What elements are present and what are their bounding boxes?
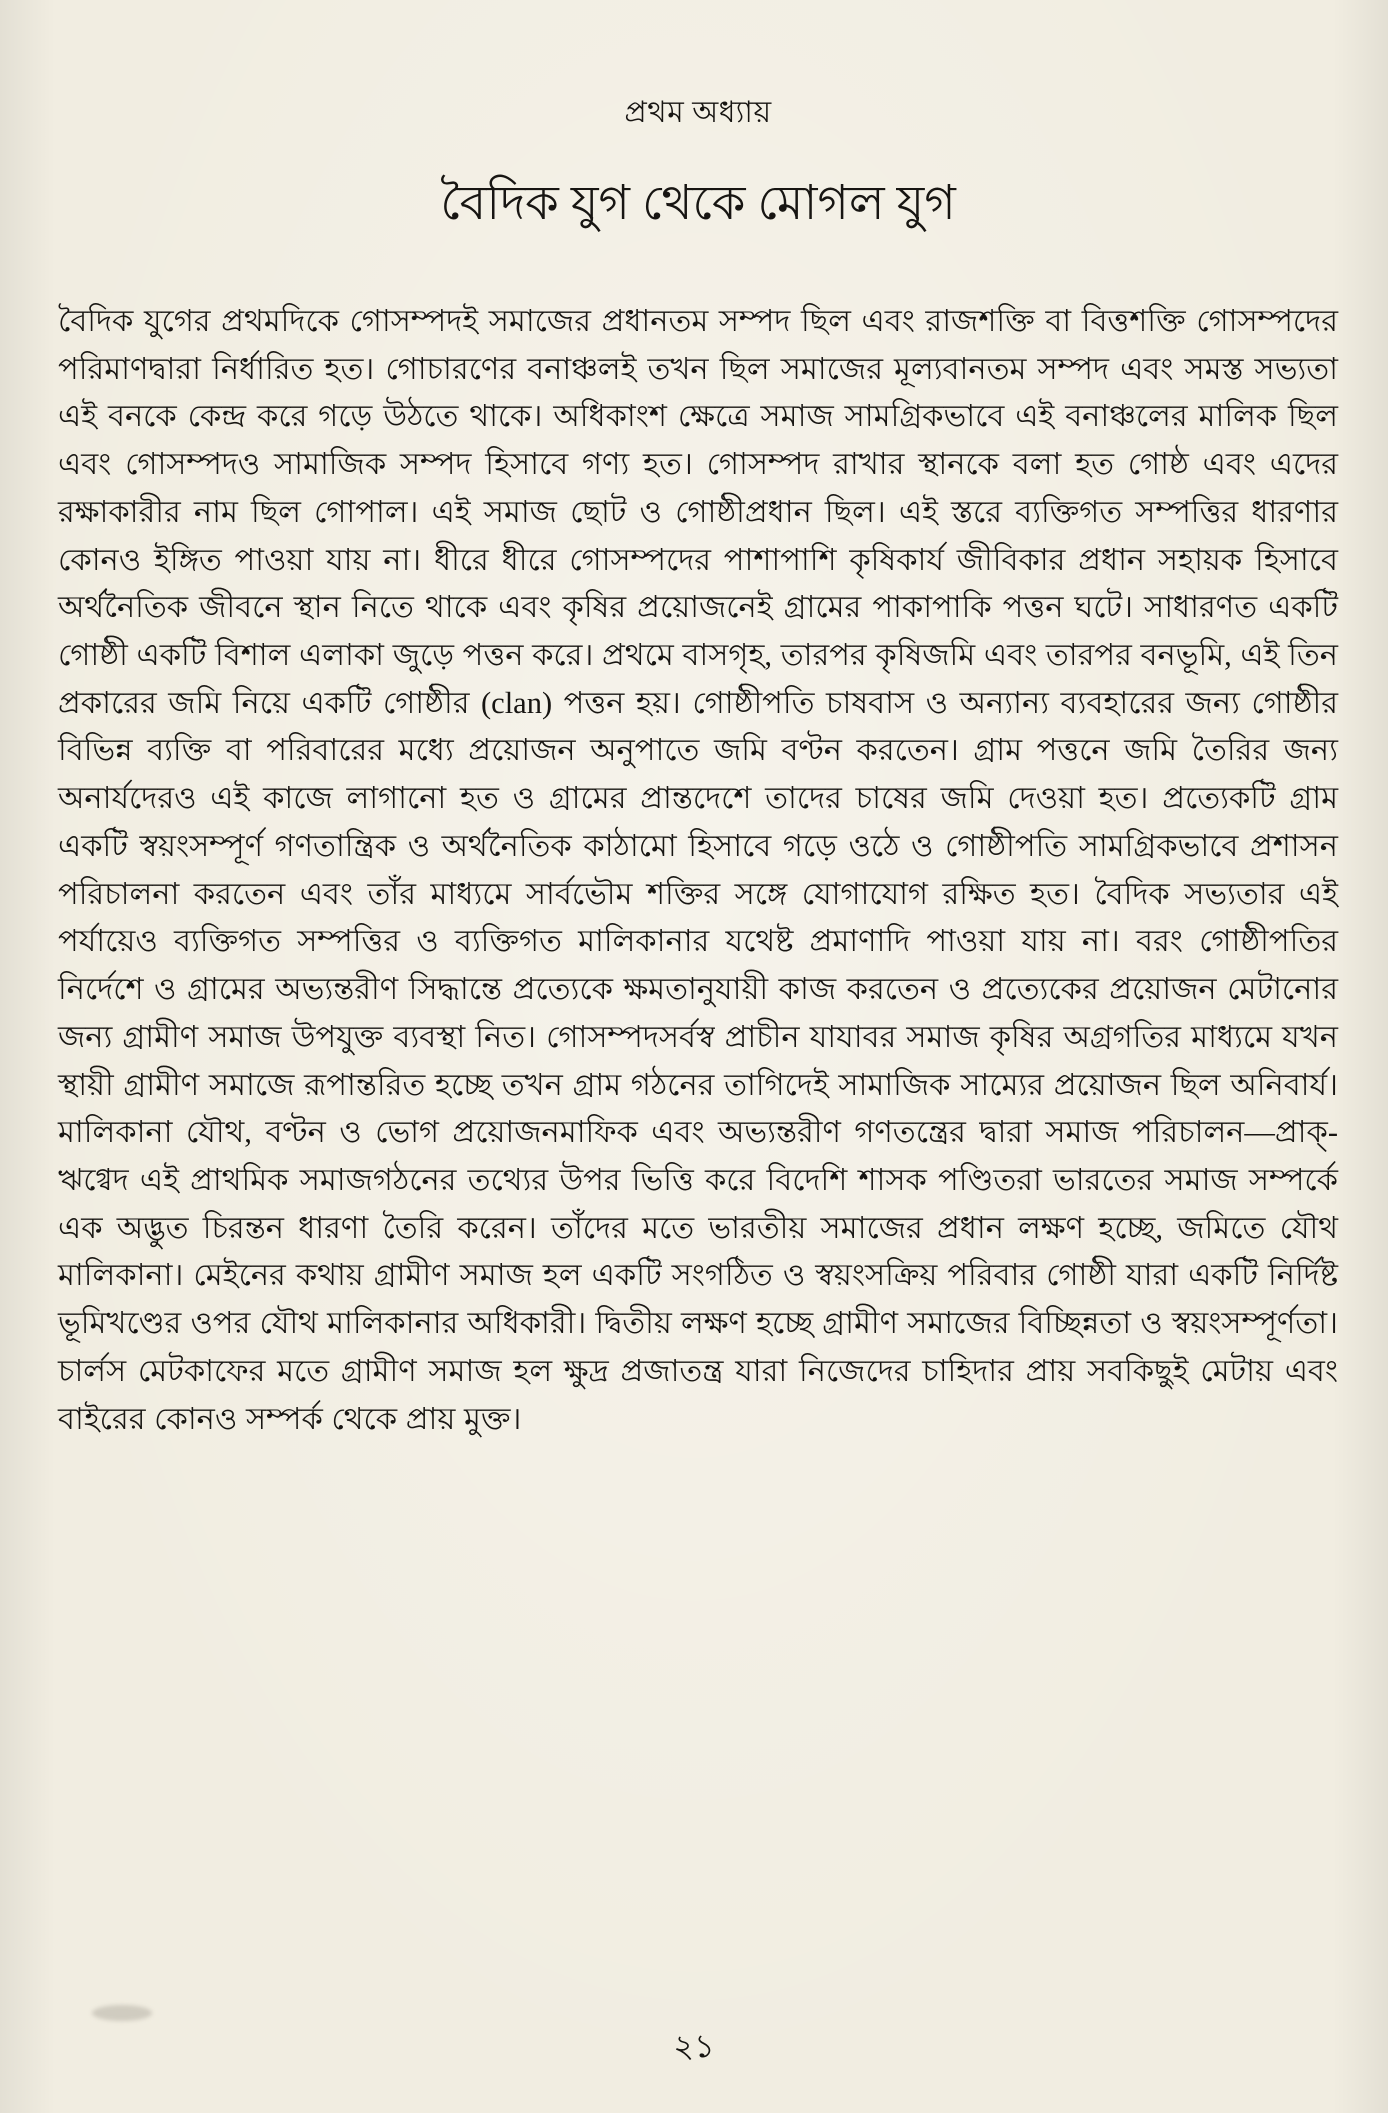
page-number: ২১ [673, 2028, 715, 2064]
page-title: বৈদিক যুগ থেকে মোগল যুগ [440, 177, 956, 230]
body-text: বৈদিক যুগের প্রথমদিকে গোসম্পদই সমাজের প্রধানতম সম্পদ ছিল এবং রাজশক্তি বা বিত্তশক্তি গোসম্পদের পরিমাণদ্বারা নির্ধারিত হত। গোচারণের বনাঞ্চলই তখন ছিল সমাজের মূল্যবানতম সম্পদ এবং সমস্ত সভ্যতা এই বনকে কেন্দ্র করে গড়ে উঠতে থাকে। অধিকাংশ ক্ষেত্রে সমাজ সামগ্রিকভাবে এই বনাঞ্চলের মালিক ছিল এবং গোসম্পদও সামাজিক সম্পদ হিসাবে গণ্য হত। গোসম্পদ রাখার স্থানকে বলা হত গোষ্ঠ এবং এদের রক্ষাকারীর নাম ছিল গোপাল। এই সমাজ ছোট ও গোষ্ঠীপ্রধান ছিল। এই স্তরে ব্যক্তিগত সম্পত্তির ধারণার কোনও ইঙ্গিত পাওয়া যায় না। ধীরে ধীরে গোসম্পদের পাশাপাশি কৃষিকার্য জীবিকার প্রধান সহায়ক হিসাবে অর্থনৈতিক জীবনে স্থান নিতে থাকে এবং কৃষির প্রয়োজনেই গ্রামের পাকাপাকি পত্তন ঘটে। সাধারণত একটি গোষ্ঠী একটি বিশাল এলাকা জুড়ে পত্তন করে। প্রথমে বাসগৃহ, তারপর কৃষিজমি এবং তারপর বনভূমি, এই তিন প্রকারের জমি নিয়ে একটি গোষ্ঠীর (clan) পত্তন হয়। গোষ্ঠীপতি চাষবাস ও অন্যান্য ব্যবহারের জন্য গোষ্ঠীর বিভিন্ন ব্যক্তি বা পরিবারের মধ্যে প্রয়োজন অনুপাতে জমি বণ্টন করতেন। গ্রাম পত্তনে জমি তৈরির জন্য অনার্যদেরও এই কাজে লাগানো হত ও গ্রামের প্রান্তদেশে তাদের চাষের জমি দেওয়া হত। প্রত্যেকটি গ্রাম একটি স্বয়ংসম্পূর্ণ গণতান্ত্রিক ও অর্থনৈতিক কাঠামো হিসাবে গড়ে ওঠে ও গোষ্ঠীপতি সামগ্রিকভাবে প্রশাসন পরিচালনা করতেন এবং তাঁর মাধ্যমে সার্বভৌম শক্তির সঙ্গে যোগাযোগ রক্ষিত হত। বৈদিক সভ্যতার এই পর্যায়েও ব্যক্তিগত সম্পত্তির ও ব্যক্তিগত মালিকানার যথেষ্ট প্রমাণাদি পাওয়া যায় না। বরং গোষ্ঠীপতির নির্দেশে ও গ্রামের অভ্যন্তরীণ সিদ্ধান্তে প্রত্যেকে ক্ষমতানুযায়ী কাজ করতেন ও প্রত্যেকের প্রয়োজন মেটানোর জন্য গ্রামীণ সমাজ উপযুক্ত ব্যবস্থা নিত। গোসম্পদসর্বস্ব প্রাচীন যাযাবর সমাজ কৃষির অগ্রগতির মাধ্যমে যখন স্থায়ী গ্রামীণ সমাজে রূপান্তরিত হচ্ছে তখন গ্রাম গঠনের তাগিদেই সামাজিক সাম্যের প্রয়োজন ছিল অনিবার্য। মালিকানা যৌথ, বণ্টন ও ভোগ প্রয়োজনমাফিক এবং অভ্যন্তরীণ গণতন্ত্রের দ্বারা সমাজ পরিচালন—প্রাক্-ঋগ্বেদ এই প্রাথমিক সমাজগঠনের তথ্যের উপর ভিত্তি করে বিদেশি শাসক পণ্ডিতরা ভারতের সমাজ সম্পর্কে এক অদ্ভুত চিরন্তন ধারণা তৈরি করেন। তাঁদের মতে ভারতীয় সমাজের প্রধান লক্ষণ হচ্ছে, জমিতে যৌথ মালিকানা। মেইনের কথায় গ্রামীণ সমাজ হল একটি সংগঠিত ও স্বয়ংসক্রিয় পরিবার গোষ্ঠী যারা একটি নির্দিষ্ট ভূমিখণ্ডের ওপর যৌথ মালিকানার অধিকারী। দ্বিতীয় লক্ষণ হচ্ছে গ্রামীণ সমাজের বিচ্ছিন্নতা ও স্বয়ংসম্পূর্ণতা। চার্লস মেটকাফের মতে গ্রামীণ সমাজ হল ক্ষুদ্র প্রজাতন্ত্র যারা নিজেদের চাহিদার প্রায় সবকিছুই মেটায় এবং বাইরের কোনও সম্পর্ক থেকে প্রায় মুক্ত। [58, 304, 1338, 1436]
chapter-heading: প্রথম অধ্যায় [624, 96, 772, 129]
scan-smudge [92, 2005, 152, 2021]
